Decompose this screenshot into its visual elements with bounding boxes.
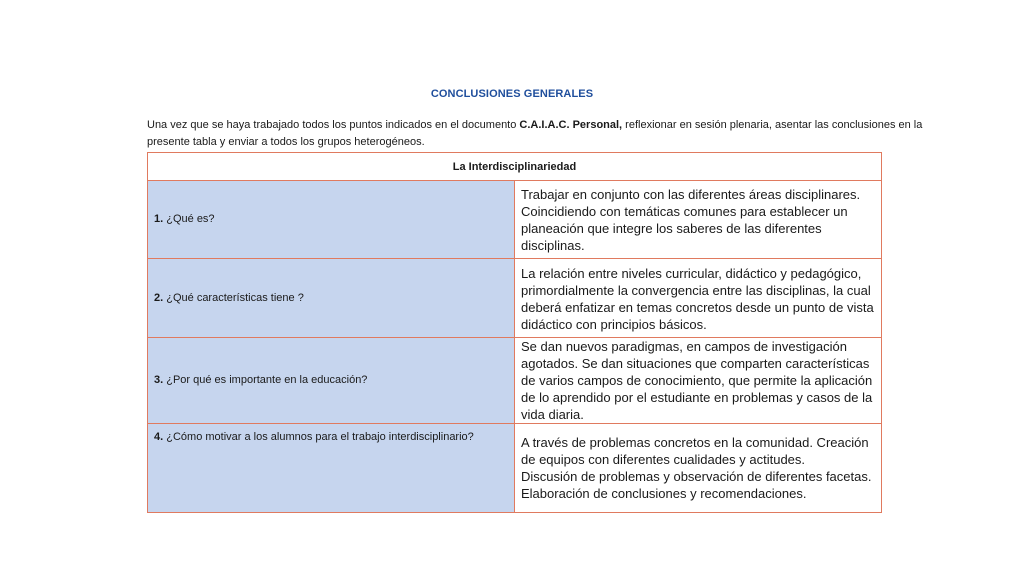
intro-text-end: reflexionar en sesión plenaria, asentar las conclusiones en la presente tabla y enviar a todos los grupos heterogéneos. (147, 119, 923, 148)
question-number: 1. (154, 213, 164, 225)
question-cell (148, 181, 515, 259)
answer-cell: Trabajar en conjunto con las diferentes áreas disciplinares. Coincidiendo con temáticas comunes para establecer un planeación que integre los saberes de las diferentes disciplinas. (515, 181, 882, 259)
question-number: 2. (154, 291, 164, 304)
answer-line: A través de problemas concretos en la comunidad. Creación de equipos con diferentes cualidades y actitudes. (521, 435, 869, 467)
conclusions-table (147, 152, 882, 513)
question-text (154, 430, 508, 445)
table-row (148, 338, 882, 424)
question-cell (148, 338, 515, 424)
question-label: ¿Qué es? (166, 213, 215, 225)
table-header-row (148, 153, 882, 181)
document-title: CONCLUSIONES GENERALES (430, 88, 594, 100)
question-label: ¿Cómo motivar a los alumnos para el trabajo interdisciplinario? (166, 431, 474, 443)
intro-text-start: Una vez que se haya trabajado todos los puntos indicados en el documento (147, 119, 520, 131)
question-text (154, 212, 508, 227)
answer-line: Discusión de problemas y observación de diferentes facetas. Elaboración de conclusiones y recomendaciones. (521, 469, 872, 501)
question-label: ¿Por qué es importante en la educación? (166, 374, 368, 386)
intro-paragraph (147, 117, 937, 151)
answer-cell: La relación entre niveles curricular, didáctico y pedagógico, primordialmente la convergencia entre las disciplinas, la cual deberá enfatizar en temas concretos desde un punto de vista didáctico con principios básicos. (515, 259, 882, 338)
question-number: 3. (154, 374, 164, 386)
intro-document-name: C.A.I.A.C. Personal, (519, 119, 623, 131)
table-row (148, 259, 882, 338)
question-number: 4. (154, 431, 164, 443)
question-cell (148, 259, 515, 338)
table-row (148, 424, 882, 513)
answer-cell (515, 424, 882, 513)
question-label: ¿Qué características tiene ? (166, 291, 304, 304)
answer-cell: Se dan nuevos paradigmas, en campos de investigación agotados. Se dan situaciones que comparten características de varios campos de conocimiento, que permite la aplicación de lo aprendido por el estudiante en problemas y casos de la vida diaria. (515, 338, 882, 424)
table-row (148, 181, 882, 259)
table-header: La Interdisciplinariedad (148, 153, 882, 181)
question-cell (148, 424, 515, 513)
question-text (154, 291, 508, 306)
question-text (154, 373, 508, 388)
